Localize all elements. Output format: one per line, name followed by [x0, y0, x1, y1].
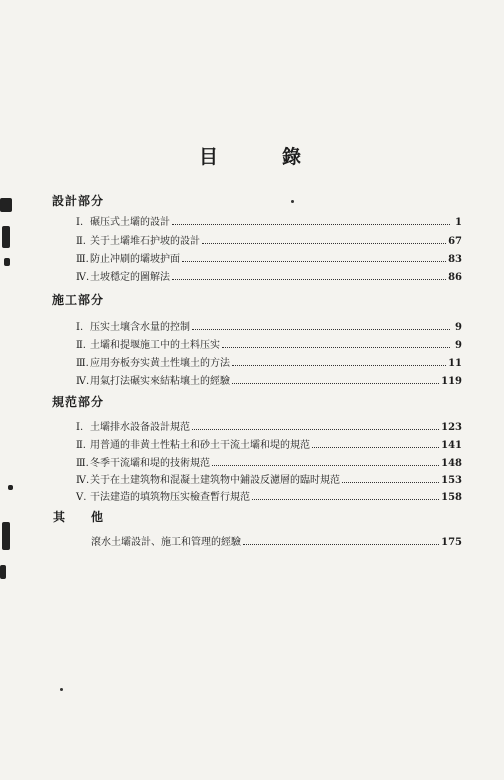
entry-number: Ⅱ. — [76, 340, 86, 351]
entry-number: Ⅱ. — [76, 440, 86, 451]
entry-number: Ⅳ. — [76, 376, 90, 387]
entry-page-number: 148 — [441, 458, 462, 469]
entry-page-number: 158 — [441, 492, 462, 503]
scan-speck — [60, 688, 63, 691]
toc-entry[interactable] — [76, 250, 462, 264]
toc-entry[interactable] — [76, 436, 462, 450]
scan-artifact — [8, 485, 13, 490]
scan-artifact — [2, 226, 10, 248]
entry-title: 压实土壤含水量的控制 — [90, 322, 190, 333]
toc-entry[interactable] — [91, 533, 462, 547]
dot-leader — [222, 339, 450, 348]
title-char-2: 錄 — [282, 146, 302, 168]
entry-title: 用氣打法碾实來結粘壤土的經驗 — [90, 376, 230, 387]
scan-artifact — [0, 198, 12, 212]
toc-entry[interactable] — [76, 372, 462, 386]
entry-page-number: 9 — [455, 322, 462, 333]
section-heading-specifications: 規范部分 — [52, 395, 105, 409]
dot-leader — [252, 491, 439, 500]
dot-leader — [172, 271, 446, 280]
entry-number: Ⅳ. — [76, 272, 90, 283]
entry-page-number: 9 — [455, 340, 462, 351]
scan-artifact — [2, 522, 10, 550]
entry-title: 土壩和提堰施工中的土料压实 — [90, 340, 220, 351]
entry-title: 冬季干流壩和堤的技術規范 — [90, 458, 210, 469]
entry-title: 土坡穩定的圖解法 — [90, 272, 170, 283]
toc-entry[interactable] — [76, 232, 462, 246]
dot-leader — [192, 321, 450, 330]
toc-entry[interactable] — [76, 454, 462, 468]
entry-number: Ⅲ. — [76, 358, 89, 369]
entry-page-number: 153 — [441, 475, 462, 486]
entry-title: 干法建造的填筑物压实檢查暫行規范 — [90, 492, 250, 503]
entry-page-number: 1 — [455, 217, 462, 228]
dot-leader — [232, 357, 446, 366]
toc-entry[interactable] — [76, 318, 462, 332]
page-title — [0, 142, 504, 166]
entry-page-number: 123 — [441, 422, 462, 433]
dot-leader — [312, 439, 439, 448]
dot-leader — [232, 375, 439, 384]
scan-speck — [291, 200, 294, 203]
entry-page-number: 83 — [448, 254, 462, 265]
scan-artifact — [0, 565, 6, 579]
entry-page-number: 175 — [441, 537, 462, 548]
section-heading-construction: 施工部分 — [52, 293, 105, 307]
toc-entry[interactable] — [76, 488, 462, 502]
entry-number: Ⅲ. — [76, 254, 89, 265]
entry-page-number: 119 — [441, 376, 462, 387]
toc-entry[interactable] — [76, 336, 462, 350]
dot-leader — [212, 457, 439, 466]
entry-title: 滾水土壩設計、施工和管理的經驗 — [91, 537, 241, 548]
entry-number: Ⅳ. — [76, 475, 90, 486]
entry-title: 应用夯板夯实黄土性壤土的方法 — [90, 358, 230, 369]
other-heading-char-1: 其 — [53, 510, 66, 524]
toc-entry[interactable] — [76, 471, 462, 485]
entry-title: 土壩排水設备設計規范 — [90, 422, 190, 433]
entry-page-number: 141 — [441, 440, 462, 451]
dot-leader — [202, 235, 446, 244]
entry-title: 用普通的非黄土性粘土和砂土干流土壩和堤的規范 — [90, 440, 310, 451]
entry-page-number: 86 — [448, 272, 462, 283]
other-heading-char-2: 他 — [91, 510, 104, 524]
entry-title: 关于土壩堆石护坡的設計 — [90, 236, 200, 247]
toc-entry[interactable] — [76, 268, 462, 282]
entry-number: Ⅴ. — [76, 492, 87, 503]
title-char-1: 目 — [199, 146, 219, 168]
entry-number: Ⅲ. — [76, 458, 89, 469]
entry-title: 碾压式土壩的設計 — [90, 217, 170, 228]
dot-leader — [243, 536, 439, 545]
dot-leader — [342, 474, 439, 483]
entry-number: Ⅱ. — [76, 236, 86, 247]
toc-entry[interactable] — [76, 354, 462, 368]
entry-number: Ⅰ. — [76, 422, 84, 433]
entry-title: 关于在土建筑物和混凝土建筑物中鋪設反濾層的臨时規范 — [90, 475, 340, 486]
entry-page-number: 67 — [448, 236, 462, 247]
dot-leader — [192, 421, 439, 430]
section-heading-design: 設計部分 — [52, 194, 105, 208]
entry-page-number: 11 — [448, 358, 462, 369]
entry-title: 防止冲刷的壩坡护面 — [90, 254, 180, 265]
toc-entry[interactable] — [76, 418, 462, 432]
entry-number: Ⅰ. — [76, 322, 84, 333]
scan-artifact — [4, 258, 10, 266]
toc-entry[interactable] — [76, 213, 462, 227]
dot-leader — [182, 253, 446, 262]
dot-leader — [172, 216, 450, 225]
entry-number: Ⅰ. — [76, 217, 84, 228]
section-heading-other — [0, 508, 504, 524]
